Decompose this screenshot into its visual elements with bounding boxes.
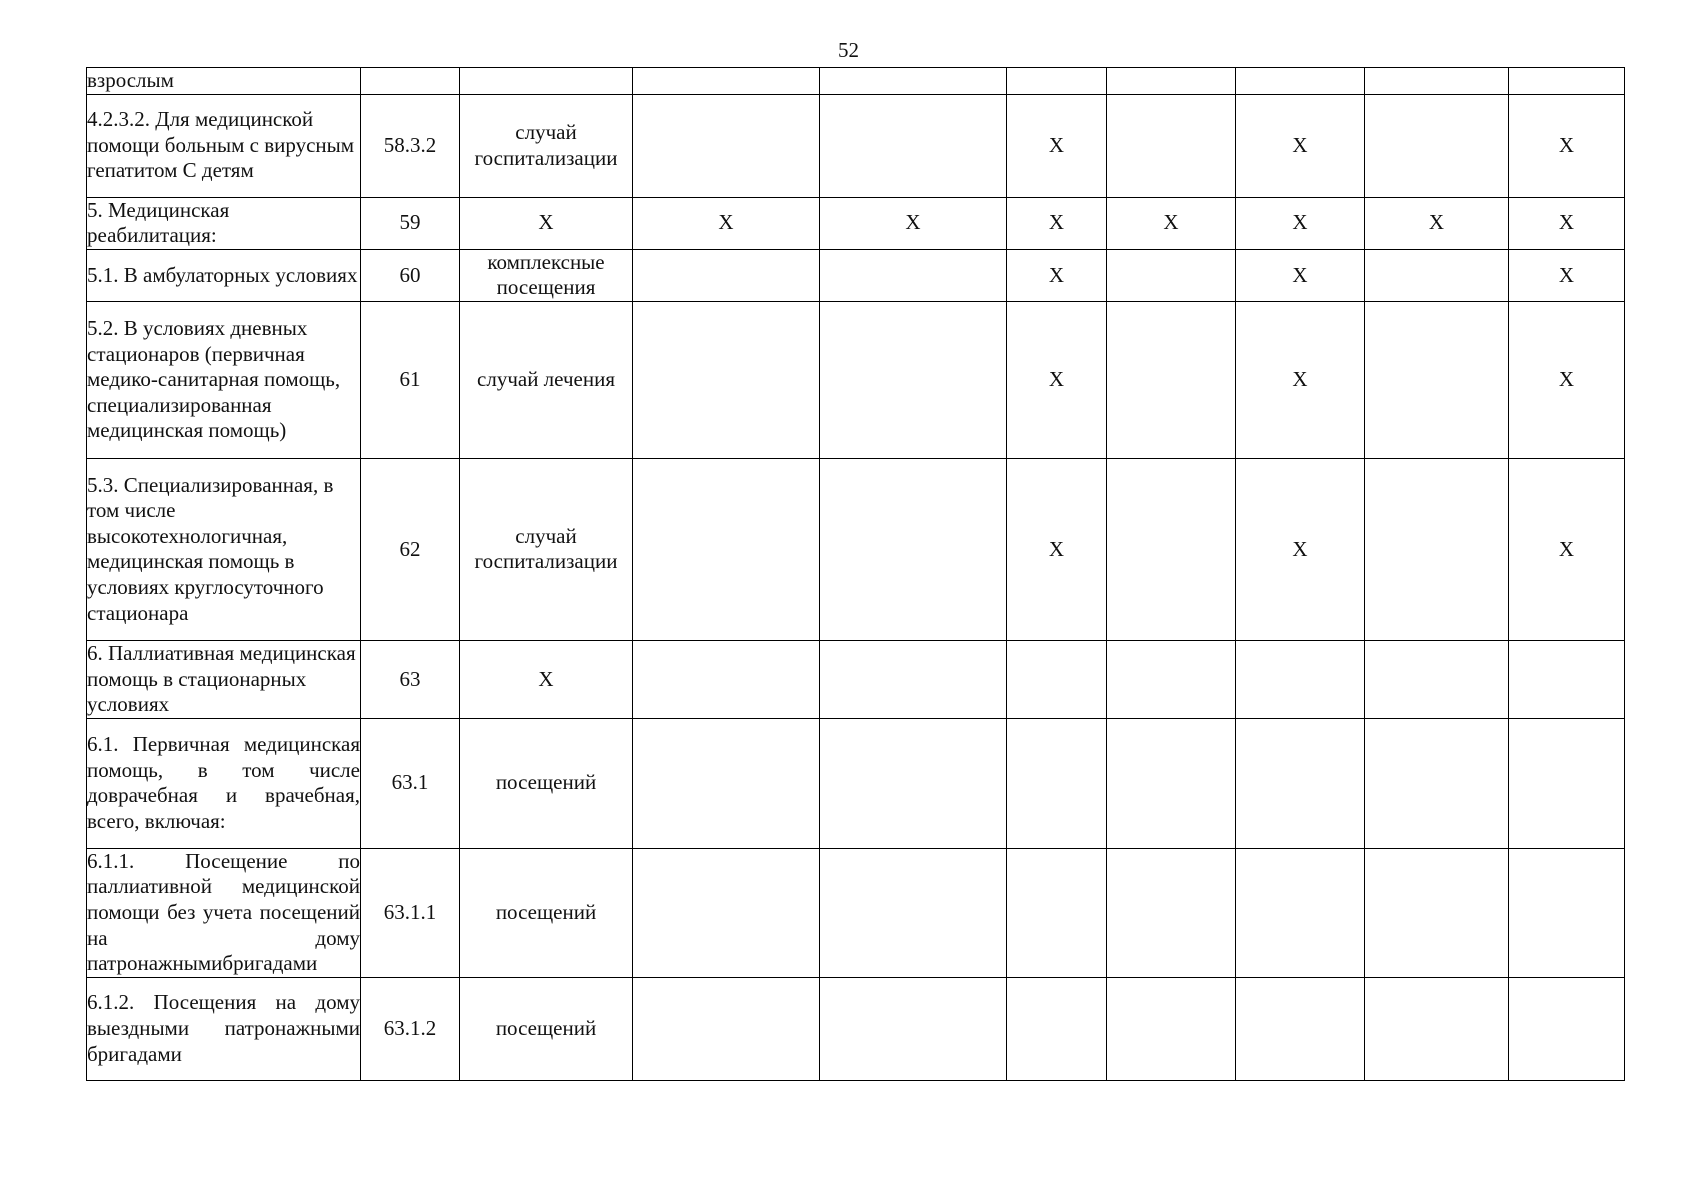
row-mark: Х (1007, 249, 1107, 301)
row-code: 63.1 (361, 718, 460, 848)
row-mark (820, 848, 1007, 977)
row-unit: случай лечения (460, 301, 633, 458)
row-mark (633, 94, 820, 197)
row-unit: случай госпитализации (460, 94, 633, 197)
row-mark (1365, 640, 1509, 718)
row-unit: Х (460, 197, 633, 249)
row-mark (820, 301, 1007, 458)
table-row (87, 640, 1625, 718)
row-mark: Х (1509, 94, 1625, 197)
row-mark: Х (633, 197, 820, 249)
row-mark: Х (1509, 197, 1625, 249)
row-mark (1007, 848, 1107, 977)
row-mark: Х (1236, 94, 1365, 197)
row-code: 59 (361, 197, 460, 249)
row-mark: Х (1236, 197, 1365, 249)
row-mark (1365, 94, 1509, 197)
row-name: 6.1. Первичная медицинская помощь, в том числе доврачебная и врачебная, всего, включая: (87, 718, 361, 848)
row-mark (1007, 977, 1107, 1080)
table-row (87, 977, 1625, 1080)
row-mark (1509, 68, 1625, 95)
row-unit (460, 68, 633, 95)
row-mark (1365, 977, 1509, 1080)
row-name: 6. Паллиативная медицинская помощь в стационарных условиях (87, 640, 361, 718)
table-row (87, 718, 1625, 848)
row-mark (1236, 640, 1365, 718)
row-name: 5.1. В амбулаторных условиях (87, 249, 361, 301)
row-mark (1107, 249, 1236, 301)
row-code: 63 (361, 640, 460, 718)
row-unit: Х (460, 640, 633, 718)
row-name: 4.2.3.2. Для медицинской помощи больным с вирусным гепатитом С детям (87, 94, 361, 197)
row-unit: комплексные посещения (460, 249, 633, 301)
row-mark: Х (1236, 249, 1365, 301)
row-mark (1509, 718, 1625, 848)
row-mark (1107, 718, 1236, 848)
table-row (87, 68, 1625, 95)
row-code (361, 68, 460, 95)
row-mark (1365, 301, 1509, 458)
row-mark: Х (1007, 301, 1107, 458)
row-mark (1107, 301, 1236, 458)
row-mark (820, 718, 1007, 848)
table-row (87, 301, 1625, 458)
row-mark (1007, 68, 1107, 95)
row-mark: Х (1007, 458, 1107, 640)
row-mark (1107, 977, 1236, 1080)
row-code: 63.1.1 (361, 848, 460, 977)
row-unit: посещений (460, 848, 633, 977)
row-name: 5. Медицинская реабилитация: (87, 197, 361, 249)
row-mark (1007, 640, 1107, 718)
row-mark (1107, 640, 1236, 718)
row-mark (633, 718, 820, 848)
row-name: взрослым (87, 68, 361, 95)
row-mark: Х (820, 197, 1007, 249)
row-mark (1365, 249, 1509, 301)
row-mark (820, 94, 1007, 197)
row-mark (820, 68, 1007, 95)
row-mark (633, 301, 820, 458)
row-mark (1007, 718, 1107, 848)
row-mark (1107, 848, 1236, 977)
row-mark (1365, 848, 1509, 977)
table-row (87, 197, 1625, 249)
row-mark (633, 848, 820, 977)
row-name: 6.1.1. Посещение по паллиативной медицинской помощи без учета посещений на дому патронажнымибригадами (87, 848, 361, 977)
row-mark (1236, 977, 1365, 1080)
row-name: 6.1.2. Посещения на дому выездными патронажными бригадами (87, 977, 361, 1080)
row-name: 5.2. В условиях дневных стационаров (первичная медико-санитарная помощь, специализированная медицинская помощь) (87, 301, 361, 458)
row-mark (820, 977, 1007, 1080)
row-mark (1509, 977, 1625, 1080)
row-mark: Х (1236, 458, 1365, 640)
program-table (86, 67, 1625, 1081)
page-number: 52 (838, 38, 859, 62)
row-code: 58.3.2 (361, 94, 460, 197)
row-mark (1236, 718, 1365, 848)
row-mark (1509, 640, 1625, 718)
row-name: 5.3. Специализированная, в том числе высокотехнологичная, медицинская помощь в условиях круглосуточного стационара (87, 458, 361, 640)
row-mark (1107, 68, 1236, 95)
row-unit: посещений (460, 977, 633, 1080)
row-code: 63.1.2 (361, 977, 460, 1080)
row-mark (1236, 68, 1365, 95)
row-mark: Х (1007, 94, 1107, 197)
row-mark (1107, 458, 1236, 640)
row-mark (820, 458, 1007, 640)
row-mark: Х (1509, 249, 1625, 301)
row-mark: Х (1107, 197, 1236, 249)
row-mark (1509, 848, 1625, 977)
row-mark (1365, 458, 1509, 640)
row-mark (1107, 94, 1236, 197)
row-mark: Х (1509, 301, 1625, 458)
row-mark (633, 249, 820, 301)
row-mark: Х (1365, 197, 1509, 249)
row-mark: Х (1007, 197, 1107, 249)
row-mark (820, 640, 1007, 718)
row-mark (633, 458, 820, 640)
row-mark: Х (1236, 301, 1365, 458)
row-mark (1365, 718, 1509, 848)
row-mark (633, 68, 820, 95)
row-mark (1365, 68, 1509, 95)
row-code: 60 (361, 249, 460, 301)
table-row (87, 249, 1625, 301)
row-mark (820, 249, 1007, 301)
table-row (87, 94, 1625, 197)
row-unit: случай госпитализации (460, 458, 633, 640)
table-row (87, 848, 1625, 977)
row-unit: посещений (460, 718, 633, 848)
row-code: 61 (361, 301, 460, 458)
row-mark (633, 640, 820, 718)
row-mark (633, 977, 820, 1080)
table-row (87, 458, 1625, 640)
row-code: 62 (361, 458, 460, 640)
row-mark (1236, 848, 1365, 977)
row-mark: Х (1509, 458, 1625, 640)
